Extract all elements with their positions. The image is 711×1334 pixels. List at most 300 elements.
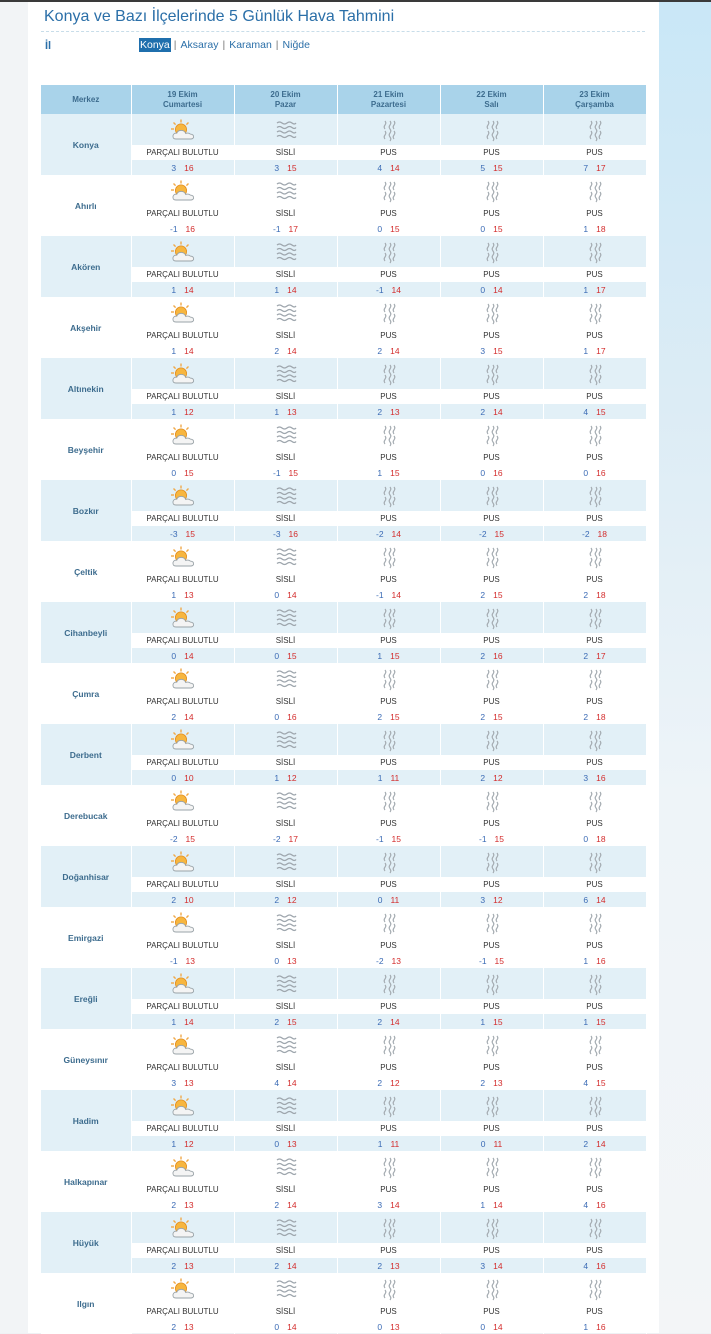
temperature-cell: [131, 1319, 234, 1334]
min-temp: 2: [274, 1199, 280, 1210]
tab-konya[interactable]: Konya: [140, 39, 170, 51]
min-temp: -3: [272, 528, 281, 539]
city-name: Konya: [41, 114, 131, 175]
condition-text: PUS: [337, 450, 440, 465]
condition-text: PUS: [543, 816, 646, 831]
partly-cloudy-icon: [170, 426, 196, 443]
min-temp: 2: [377, 1077, 383, 1088]
haze-icon: [582, 1158, 608, 1175]
min-temp: 0: [480, 1138, 486, 1149]
temperature-cell: [440, 831, 543, 846]
forecast-icon-cell: [131, 907, 234, 938]
header-weekday: Çarşamba: [575, 99, 614, 109]
header-weekday: Pazar: [274, 99, 297, 109]
min-temp: -1: [375, 284, 384, 295]
temperature-cell: [440, 282, 543, 297]
haze-icon: [582, 426, 608, 443]
min-temp: 1: [583, 345, 589, 356]
temperature-cell: [440, 953, 543, 968]
haze-icon: [582, 1097, 608, 1114]
min-temp: 0: [480, 284, 486, 295]
max-temp: 14: [287, 284, 297, 295]
min-temp: -2: [375, 528, 384, 539]
forecast-icon-cell: [337, 907, 440, 938]
temperature-cell: [543, 1258, 646, 1273]
min-temp: 3: [171, 162, 177, 173]
forecast-icon-cell: [337, 297, 440, 328]
min-temp: 0: [583, 833, 589, 844]
province-tabs: [139, 39, 311, 51]
temperature-cell: [440, 587, 543, 602]
condition-text: PUS: [440, 999, 543, 1014]
temperature-cell: [543, 1197, 646, 1212]
max-temp: 18: [596, 223, 606, 234]
haze-icon: [376, 914, 402, 931]
condition-text: SİSLİ: [234, 1182, 337, 1197]
partly-cloudy-icon: [170, 487, 196, 504]
condition-text: PARÇALI BULUTLU: [131, 633, 234, 648]
temperature-cell: [131, 1197, 234, 1212]
city-row-temps: [41, 1014, 646, 1029]
max-temp: 17: [596, 650, 606, 661]
city-name: Doğanhisar: [41, 846, 131, 907]
temperature-cell: [440, 1136, 543, 1151]
condition-text: PUS: [543, 633, 646, 648]
forecast-icon-cell: [543, 419, 646, 450]
temperature-cell: [543, 526, 646, 541]
haze-icon: [479, 609, 505, 626]
temperature-cell: [543, 770, 646, 785]
forecast-icon-cell: [234, 1090, 337, 1121]
max-temp: 15: [390, 650, 400, 661]
haze-icon: [479, 548, 505, 565]
max-temp: 15: [288, 467, 299, 478]
condition-text: SİSLİ: [234, 755, 337, 770]
condition-text: PARÇALI BULUTLU: [131, 1182, 234, 1197]
max-temp: 10: [184, 894, 194, 905]
min-temp: 2: [274, 345, 280, 356]
fog-icon: [273, 1219, 299, 1236]
temperature-cell: [337, 282, 440, 297]
max-temp: 14: [390, 345, 400, 356]
partly-cloudy-icon: [170, 304, 196, 321]
city-name: Altınekin: [41, 358, 131, 419]
partly-cloudy-icon: [170, 1097, 196, 1114]
fog-icon: [273, 548, 299, 565]
temperature-cell: [543, 831, 646, 846]
city-row-icons: [41, 785, 646, 816]
haze-icon: [582, 853, 608, 870]
min-temp: 1: [583, 955, 589, 966]
condition-text: PUS: [440, 1243, 543, 1258]
city-row-conditions: [41, 633, 646, 648]
condition-text: PUS: [440, 389, 543, 404]
temperature-cell: [234, 648, 337, 663]
condition-text: PUS: [337, 328, 440, 343]
max-temp: 15: [390, 223, 400, 234]
fog-icon: [273, 609, 299, 626]
city-name: Beyşehir: [41, 419, 131, 480]
forecast-icon-cell: [440, 968, 543, 999]
forecast-icon-cell: [337, 358, 440, 389]
temperature-cell: [337, 465, 440, 480]
header-day: [543, 85, 646, 114]
temperature-cell: [234, 770, 337, 785]
tab-nigde[interactable]: Niğde: [282, 39, 310, 51]
max-temp: 15: [185, 833, 196, 844]
min-temp: 1: [583, 1321, 589, 1332]
condition-text: PUS: [543, 877, 646, 892]
condition-text: PUS: [440, 511, 543, 526]
condition-text: PUS: [543, 328, 646, 343]
max-temp: 12: [184, 406, 194, 417]
condition-text: PUS: [543, 1121, 646, 1136]
max-temp: 14: [390, 162, 400, 173]
forecast-icon-cell: [337, 541, 440, 572]
temperature-cell: [337, 953, 440, 968]
forecast-icon-cell: [234, 236, 337, 267]
min-temp: 2: [171, 711, 177, 722]
condition-text: PUS: [337, 389, 440, 404]
max-temp: 16: [184, 162, 194, 173]
fog-icon: [273, 1158, 299, 1175]
forecast-icon-cell: [131, 175, 234, 206]
temperature-cell: [440, 526, 543, 541]
condition-text: PARÇALI BULUTLU: [131, 145, 234, 160]
temperature-cell: [543, 465, 646, 480]
temperature-cell: [440, 648, 543, 663]
forecast-icon-cell: [131, 1029, 234, 1060]
temperature-cell: [440, 892, 543, 907]
city-name: Bozkır: [41, 480, 131, 541]
condition-text: PUS: [440, 145, 543, 160]
max-temp: 13: [287, 1138, 297, 1149]
partly-cloudy-icon: [170, 182, 196, 199]
city-row-icons: [41, 541, 646, 572]
city-name: Derebucak: [41, 785, 131, 846]
city-row-temps: [41, 160, 646, 175]
city-row-icons: [41, 1273, 646, 1304]
temperature-cell: [337, 770, 440, 785]
fog-icon: [273, 853, 299, 870]
min-temp: 1: [171, 345, 177, 356]
city-row-icons: [41, 724, 646, 755]
max-temp: 16: [493, 467, 503, 478]
city-row-temps: [41, 831, 646, 846]
temperature-cell: [440, 770, 543, 785]
min-temp: 0: [377, 223, 383, 234]
forecast-icon-cell: [440, 419, 543, 450]
forecast-icon-cell: [234, 480, 337, 511]
condition-text: PARÇALI BULUTLU: [131, 1243, 234, 1258]
condition-text: PUS: [543, 145, 646, 160]
haze-icon: [376, 609, 402, 626]
tab-aksaray[interactable]: Aksaray: [180, 39, 219, 51]
header-day: [131, 85, 234, 114]
max-temp: 15: [596, 1016, 606, 1027]
condition-text: PUS: [440, 938, 543, 953]
haze-icon: [479, 1219, 505, 1236]
min-temp: 0: [377, 1321, 383, 1332]
partly-cloudy-icon: [170, 792, 196, 809]
min-temp: 2: [274, 894, 280, 905]
temperature-cell: [131, 892, 234, 907]
temperature-cell: [543, 648, 646, 663]
city-row-icons: [41, 907, 646, 938]
city-row-temps: [41, 1136, 646, 1151]
forecast-icon-cell: [337, 480, 440, 511]
partly-cloudy-icon: [170, 121, 196, 138]
min-temp: 6: [583, 894, 589, 905]
city-row-conditions: [41, 572, 646, 587]
max-temp: 17: [596, 284, 606, 295]
condition-text: PUS: [440, 1182, 543, 1197]
min-temp: 4: [583, 1260, 589, 1271]
forecast-icon-cell: [440, 236, 543, 267]
temperature-cell: [234, 892, 337, 907]
condition-text: PUS: [440, 1121, 543, 1136]
min-temp: -2: [272, 833, 281, 844]
condition-text: PUS: [543, 938, 646, 953]
max-temp: 14: [184, 650, 194, 661]
fog-icon: [273, 304, 299, 321]
condition-text: PUS: [440, 450, 543, 465]
haze-icon: [376, 1219, 402, 1236]
max-temp: 14: [287, 345, 297, 356]
city-row-conditions: [41, 938, 646, 953]
forecast-icon-cell: [543, 480, 646, 511]
condition-text: PUS: [337, 755, 440, 770]
city-row-temps: [41, 892, 646, 907]
condition-text: PARÇALI BULUTLU: [131, 999, 234, 1014]
temperature-cell: [131, 526, 234, 541]
temperature-cell: [234, 221, 337, 236]
forecast-icon-cell: [131, 297, 234, 328]
haze-icon: [479, 1158, 505, 1175]
condition-text: SİSLİ: [234, 267, 337, 282]
temperature-cell: [337, 343, 440, 358]
city-row-temps: [41, 1197, 646, 1212]
temperature-cell: [234, 1258, 337, 1273]
header-day: [440, 85, 543, 114]
haze-icon: [376, 487, 402, 504]
max-temp: 17: [596, 345, 606, 356]
partly-cloudy-icon: [170, 1158, 196, 1175]
condition-text: PUS: [337, 1182, 440, 1197]
forecast-icon-cell: [440, 1212, 543, 1243]
condition-text: PUS: [337, 1304, 440, 1319]
temperature-cell: [440, 1197, 543, 1212]
min-temp: 2: [274, 1016, 280, 1027]
city-row-icons: [41, 663, 646, 694]
temperature-cell: [440, 160, 543, 175]
max-temp: 14: [287, 1260, 297, 1271]
condition-text: PUS: [543, 572, 646, 587]
city-name: Hadim: [41, 1090, 131, 1151]
temperature-cell: [131, 648, 234, 663]
city-row-icons: [41, 1151, 646, 1182]
max-temp: 18: [597, 528, 608, 539]
min-temp: 2: [583, 589, 589, 600]
forecast-icon-cell: [234, 297, 337, 328]
temperature-cell: [337, 831, 440, 846]
temperature-cell: [337, 526, 440, 541]
city-row-conditions: [41, 450, 646, 465]
min-temp: -2: [375, 955, 384, 966]
city-row-icons: [41, 968, 646, 999]
forecast-icon-cell: [440, 1273, 543, 1304]
haze-icon: [582, 365, 608, 382]
max-temp: 15: [493, 589, 503, 600]
min-temp: -2: [478, 528, 487, 539]
condition-text: PUS: [440, 267, 543, 282]
haze-icon: [479, 1036, 505, 1053]
haze-icon: [479, 365, 505, 382]
min-temp: 2: [377, 345, 383, 356]
condition-text: PUS: [337, 572, 440, 587]
forecast-icon-cell: [234, 602, 337, 633]
temperature-cell: [234, 953, 337, 968]
temperature-cell: [131, 1258, 234, 1273]
min-temp: -1: [478, 833, 487, 844]
il-label: İl: [45, 40, 52, 52]
fog-icon: [273, 487, 299, 504]
forecast-icon-cell: [543, 907, 646, 938]
forecast-icon-cell: [337, 419, 440, 450]
temperature-cell: [131, 953, 234, 968]
haze-icon: [376, 731, 402, 748]
max-temp: 15: [494, 955, 505, 966]
max-temp: 14: [596, 894, 606, 905]
temperature-cell: [234, 1075, 337, 1090]
temperature-cell: [440, 1075, 543, 1090]
temperature-cell: [337, 404, 440, 419]
haze-icon: [479, 853, 505, 870]
temperature-cell: [440, 709, 543, 724]
city-row-temps: [41, 953, 646, 968]
city-row-icons: [41, 602, 646, 633]
min-temp: 0: [274, 1321, 280, 1332]
condition-text: PUS: [440, 206, 543, 221]
fog-icon: [273, 243, 299, 260]
forecast-icon-cell: [543, 663, 646, 694]
city-row-temps: [41, 1075, 646, 1090]
city-row-conditions: [41, 816, 646, 831]
condition-text: PARÇALI BULUTLU: [131, 694, 234, 709]
temperature-cell: [337, 1319, 440, 1334]
city-row-temps: [41, 343, 646, 358]
max-temp: 13: [287, 406, 297, 417]
condition-text: PUS: [337, 816, 440, 831]
min-temp: 1: [274, 284, 280, 295]
condition-text: SİSLİ: [234, 816, 337, 831]
max-temp: 11: [390, 1138, 400, 1149]
min-temp: 2: [480, 772, 486, 783]
forecast-icon-cell: [131, 1212, 234, 1243]
city-row-conditions: [41, 1060, 646, 1075]
temperature-cell: [234, 1136, 337, 1151]
forecast-icon-cell: [337, 724, 440, 755]
max-temp: 18: [596, 589, 606, 600]
temperature-cell: [234, 831, 337, 846]
condition-text: PARÇALI BULUTLU: [131, 389, 234, 404]
tab-karaman[interactable]: Karaman: [229, 39, 272, 51]
max-temp: 16: [596, 1260, 606, 1271]
temperature-cell: [131, 1075, 234, 1090]
min-temp: 0: [171, 772, 177, 783]
min-temp: 2: [377, 1016, 383, 1027]
temperature-cell: [131, 465, 234, 480]
condition-text: PUS: [543, 450, 646, 465]
partly-cloudy-icon: [170, 1219, 196, 1236]
header-weekday: Cumartesi: [162, 99, 203, 109]
haze-icon: [479, 1097, 505, 1114]
city-row-temps: [41, 587, 646, 602]
haze-icon: [582, 731, 608, 748]
forecast-icon-cell: [543, 1029, 646, 1060]
max-temp: 12: [390, 1077, 400, 1088]
forecast-icon-cell: [234, 785, 337, 816]
haze-icon: [582, 609, 608, 626]
max-temp: 13: [391, 955, 402, 966]
min-temp: 0: [274, 650, 280, 661]
max-temp: 15: [287, 162, 297, 173]
forecast-icon-cell: [234, 907, 337, 938]
forecast-icon-cell: [131, 541, 234, 572]
forecast-icon-cell: [131, 785, 234, 816]
max-temp: 15: [390, 711, 400, 722]
max-temp: 14: [390, 1016, 400, 1027]
forecast-icon-cell: [337, 785, 440, 816]
haze-icon: [376, 1097, 402, 1114]
condition-text: PUS: [543, 389, 646, 404]
temperature-cell: [131, 770, 234, 785]
max-temp: 15: [493, 1016, 503, 1027]
haze-icon: [376, 304, 402, 321]
min-temp: 1: [171, 1138, 177, 1149]
city-row-conditions: [41, 145, 646, 160]
max-temp: 15: [493, 345, 503, 356]
forecast-icon-cell: [543, 236, 646, 267]
max-temp: 14: [493, 1199, 503, 1210]
forecast-icon-cell: [440, 358, 543, 389]
min-temp: 0: [480, 223, 486, 234]
condition-text: SİSLİ: [234, 1121, 337, 1136]
partly-cloudy-icon: [170, 365, 196, 382]
city-row-conditions: [41, 511, 646, 526]
max-temp: 18: [596, 833, 606, 844]
forecast-icon-cell: [440, 1151, 543, 1182]
min-temp: -2: [581, 528, 590, 539]
condition-text: PUS: [543, 267, 646, 282]
city-row-icons: [41, 358, 646, 389]
min-temp: -1: [272, 467, 281, 478]
forecast-icon-cell: [131, 114, 234, 145]
fog-icon: [273, 426, 299, 443]
city-row-temps: [41, 1319, 646, 1334]
min-temp: 0: [274, 711, 280, 722]
forecast-icon-cell: [440, 1090, 543, 1121]
condition-text: PUS: [337, 633, 440, 648]
city-row-icons: [41, 175, 646, 206]
max-temp: 16: [493, 650, 503, 661]
condition-text: PUS: [440, 877, 543, 892]
temperature-cell: [234, 709, 337, 724]
haze-icon: [582, 487, 608, 504]
condition-text: PUS: [440, 572, 543, 587]
condition-text: SİSLİ: [234, 694, 337, 709]
min-temp: -1: [375, 589, 384, 600]
